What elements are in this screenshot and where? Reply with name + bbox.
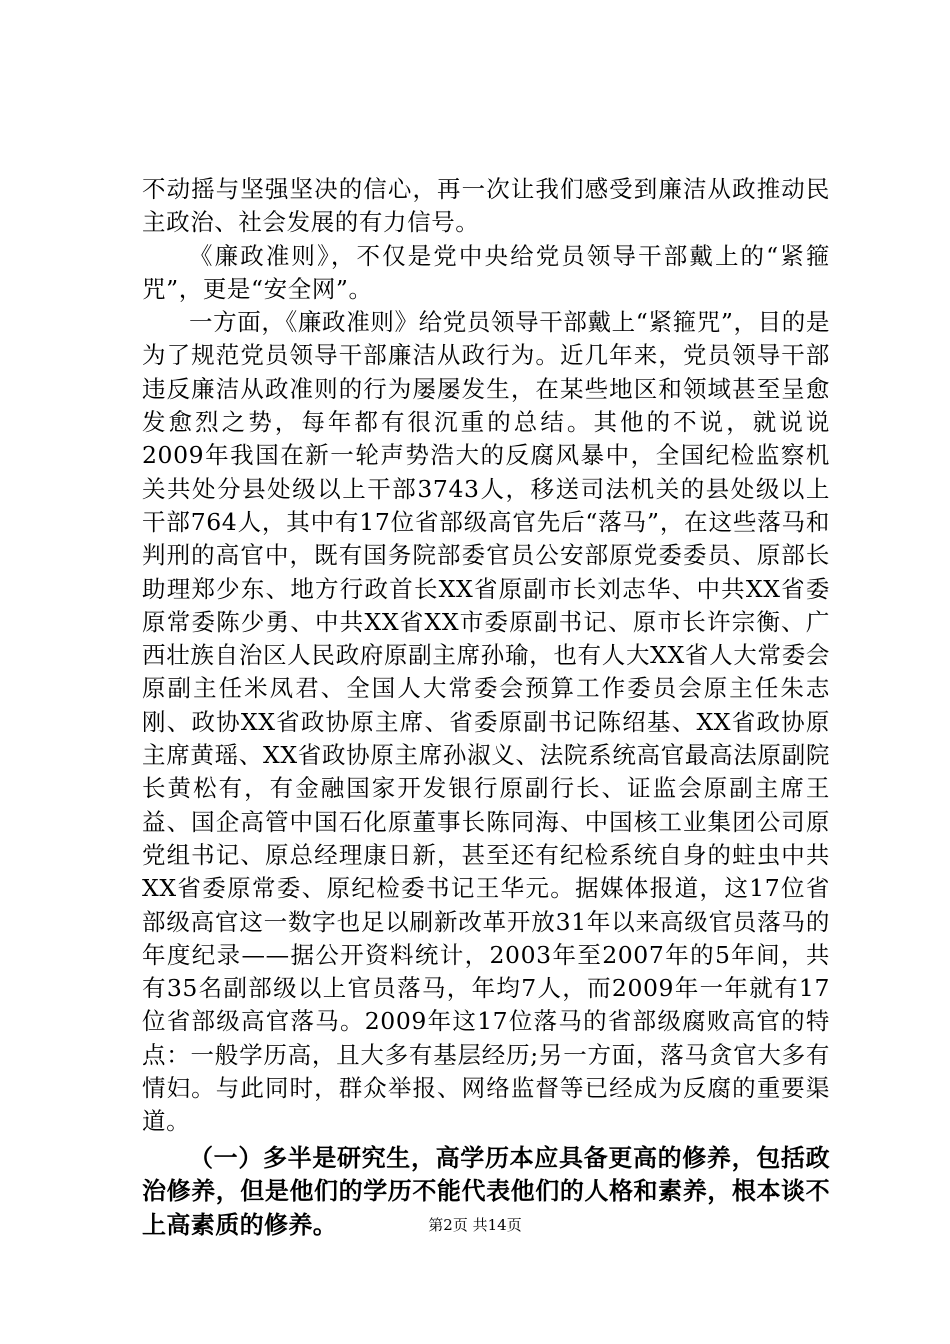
page-footer: 第2页 共14页 [428, 1216, 522, 1234]
document-body [142, 173, 830, 1242]
section-heading: （一）多半是研究生，高学历本应具备更高的修养，包括政治修养，但是他们的学历不能代表他们的人格和素养，根本谈不上高素质的修养。 [142, 1143, 830, 1239]
paragraph-1: 不动摇与坚强坚决的信心，再一次让我们感受到廉洁从政推动民主政治、社会发展的有力信号。 [142, 175, 830, 237]
paragraph-2: 《廉政准则》，不仅是党中央给党员领导干部戴上的“紧箍咒”，更是“安全网”。 [142, 241, 830, 303]
paragraph-3: 一方面，《廉政准则》给党员领导干部戴上“紧箍咒”，目的是为了规范党员领导干部廉洁从政行为。近几年来，党员领导干部违反廉洁从政准则的行为屡屡发生，在某些地区和领域甚至呈愈发愈烈之势，每年都有很沉重的总结。其他的不说，就说说2009年我国在新一轮声势浩大的反腐风暴中，全国纪检监察机关共处分县处级以上干部3743人，移送司法机关的县处级以上干部764人，其中有17位省部级高官先后“落马”，在这些落马和判刑的高官中，既有国务院部委官员公安部原党委委员、原部长助理郑少东、地方行政首长XX省原副市长刘志华、中共XX省委原常委陈少勇、中共XX省XX市委原副书记、原市长许宗衡、广西壮族自治区人民政府原副主席孙瑜，也有人大XX省人大常委会原副主任米凤君、全国人大常委会预算工作委员会原主任朱志刚、政协XX省政协原主席、省委原副书记陈绍基、XX省政协原主席黄瑶、XX省政协原主席孙淑义、法院系统高官最高法原副院长黄松有，有金融国家开发银行原副行长、证监会原副主席王益、国企高管中国石化原董事长陈同海、中国核工业集团公司原党组书记、原总经理康日新，甚至还有纪检系统自身的蛀虫中共XX省委原常委、原纪检委书记王华元。据媒体报道，这17位省部级高官这一数字也足以刷新改革开放31年以来高级官员落马的年度纪录——据公开资料统计，2003年至2007年的5年间，共有35名副部级以上官员落马，年均7人，而2009年一年就有17位省部级高官落马。2009年这17位落马的省部级腐败高官的特点：一般学历高，且大多有基层经历;另一方面，落马贪官大多有情妇。与此同时，群众举报、网络监督等已经成为反腐的重要渠道。 [142, 308, 830, 1136]
